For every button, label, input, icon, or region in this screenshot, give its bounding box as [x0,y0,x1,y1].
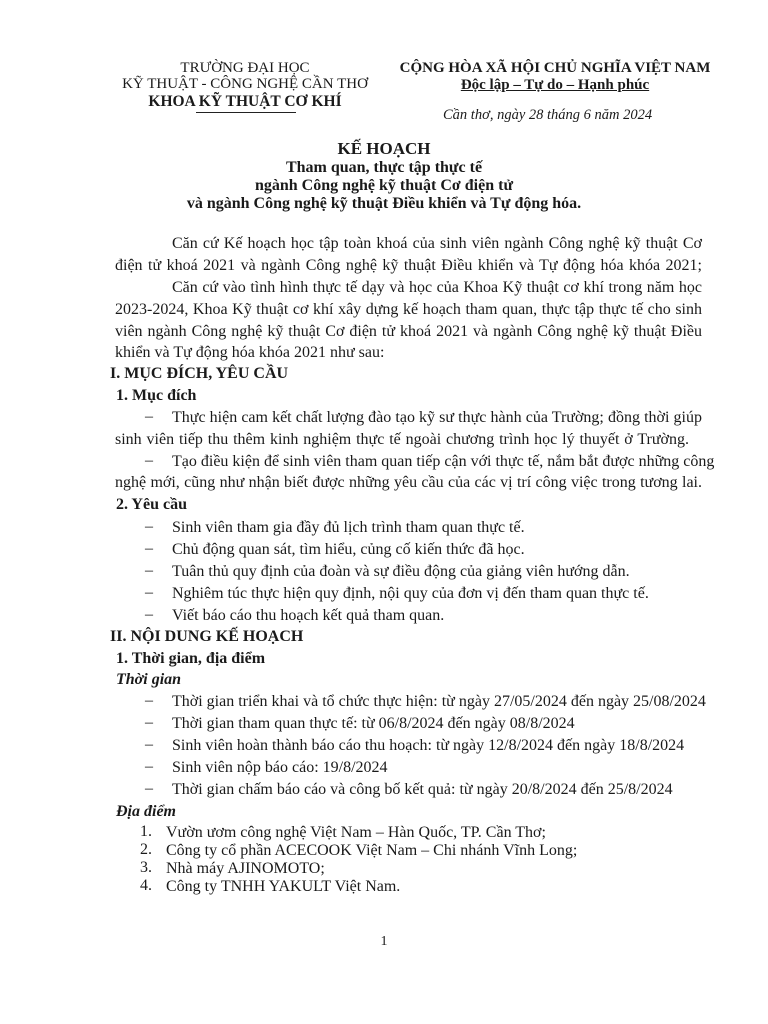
requirement-item: Tuân thủ quy định của đoàn và sự điều động của giảng viên hướng dẫn. [172,563,630,580]
dash-marker: – [145,692,153,709]
doc-title: KẾ HOẠCH [337,139,431,158]
place-item: Công ty TNHH YAKULT Việt Nam. [166,878,401,895]
place-number: 4. [140,877,152,894]
date-line: Cần thơ, ngày 28 tháng 6 năm 2024 [443,107,653,123]
school-line2: KỸ THUẬT - CÔNG NGHỆ CẦN THƠ [122,76,368,92]
time-item: Sinh viên nộp báo cáo: 19/8/2024 [172,759,388,776]
time-item: Thời gian triển khai và tổ chức thực hiện: từ ngày 27/05/2024 đến ngày 25/08/2024 [172,693,706,710]
place-item: Vườn ươm công nghệ Việt Nam – Hàn Quốc, TP. Cần Thơ; [166,824,546,841]
purpose-b-line1: Tạo điều kiện để sinh viên tham quan tiếp cận với thực tế, nắm bắt được những công [172,453,715,470]
place-number: 2. [140,841,152,858]
doc-subtitle-3: và ngành Công nghệ kỹ thuật Điều khiển và Tự động hóa. [186,195,582,212]
dash-marker: – [145,540,153,557]
faculty-name: KHOA KỸ THUẬT CƠ KHÍ [148,93,342,110]
intro-p1-line2: điện tử khoá 2021 và ngành Công nghệ kỹ thuật Điều khiển và Tự động hóa khóa 2021; [115,257,702,274]
doc-subtitle-1: Tham quan, thực tập thực tế [285,159,483,176]
page-number: 1 [380,934,388,949]
section2-sub1: 1. Thời gian, địa điểm [116,650,266,667]
dash-marker: – [145,780,153,797]
time-label: Thời gian [116,671,182,688]
requirement-item: Chủ động quan sát, tìm hiểu, củng cố kiến thức đã học. [172,541,525,558]
purpose-a-line2: sinh viên tiếp thu thêm kinh nghiệm thực tế ngoài chương trình học lý thuyết ở Trường. [115,431,689,448]
requirement-item: Nghiêm túc thực hiện quy định, nội quy của đơn vị đến tham quan thực tế. [172,585,649,602]
requirement-item: Sinh viên tham gia đầy đủ lịch trình tham quan thực tế. [172,519,525,536]
section1-sub1: 1. Mục đích [116,387,197,404]
place-item: Nhà máy AJINOMOTO; [166,860,325,877]
time-item: Thời gian chấm báo cáo và công bố kết quả: từ ngày 20/8/2024 đến 25/8/2024 [172,781,673,798]
dash-marker: – [145,584,153,601]
dash-marker: – [145,736,153,753]
intro-p2-line3: viên ngành Công nghệ kỹ thuật Cơ điện tử khoá 2021 và ngành Công nghệ kỹ thuật Điều [115,323,702,340]
faculty-underline [196,112,296,113]
section1-heading: I. MỤC ĐÍCH, YÊU CẦU [110,365,289,382]
purpose-b-line2: nghệ mới, cũng như nhận biết được những yêu cầu của các vị trí công việc trong tương lai. [115,474,702,491]
dash-marker: – [145,714,153,731]
place-label: Địa điểm [116,803,176,820]
requirement-item: Viết báo cáo thu hoạch kết quả tham quan. [172,607,445,624]
intro-p2-line2: 2023-2024, Khoa Kỹ thuật cơ khí xây dựng kế hoạch tham quan, thực tập thực tế cho sinh [115,301,702,318]
dash-marker: – [145,518,153,535]
school-line1: TRƯỜNG ĐẠI HỌC [180,60,310,76]
nation-motto: Độc lập – Tự do – Hạnh phúc [460,77,650,93]
intro-p2-line1: Căn cứ vào tình hình thực tế dạy và học của Khoa Kỹ thuật cơ khí trong năm học [172,279,702,296]
dash-marker: – [145,606,153,623]
section1-sub2: 2. Yêu cầu [116,496,187,513]
purpose-a-line1: Thực hiện cam kết chất lượng đào tạo kỹ sư thực hành của Trường; đồng thời giúp [172,409,702,426]
doc-subtitle-2: ngành Công nghệ kỹ thuật Cơ điện tử [254,177,514,194]
intro-p1-line1: Căn cứ Kế hoạch học tập toàn khoá của sinh viên ngành Công nghệ kỹ thuật Cơ [172,235,702,252]
nation-title: CỘNG HÒA XÃ HỘI CHỦ NGHĨA VIỆT NAM [399,60,711,76]
intro-p2-line4: khiển và Tự động hóa khóa 2021 như sau: [115,344,385,361]
dash-marker: – [145,408,153,425]
place-number: 1. [140,823,152,840]
dash-marker: – [145,758,153,775]
dash-marker: – [145,562,153,579]
time-item: Sinh viên hoàn thành báo cáo thu hoạch: từ ngày 12/8/2024 đến ngày 18/8/2024 [172,737,685,754]
time-item: Thời gian tham quan thực tế: từ 06/8/2024 đến ngày 08/8/2024 [172,715,575,732]
dash-marker: – [145,452,153,469]
section2-heading: II. NỘI DUNG KẾ HOẠCH [110,628,304,645]
place-item: Công ty cổ phần ACECOOK Việt Nam – Chi nhánh Vĩnh Long; [166,842,578,859]
place-number: 3. [140,859,152,876]
